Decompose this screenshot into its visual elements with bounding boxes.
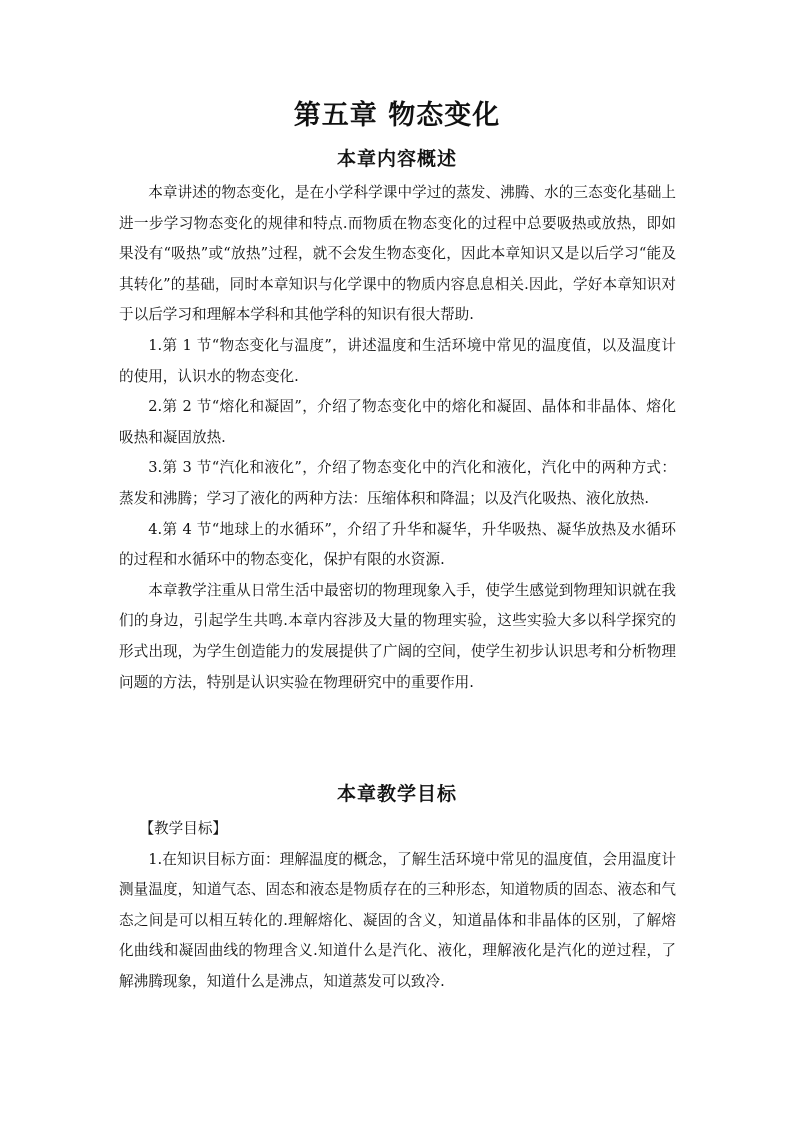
overview-paragraph: 4.第 4 节“地球上的水循环”，介绍了升华和凝华，升华吸热、凝华放热及水循环的过程和水循环中的物态变化，保护有限的水资源. <box>119 520 676 569</box>
overview-paragraph: 本章讲述的物态变化，是在小学科学课中学过的蒸发、沸腾、水的三态变化基础上进一步学习物态变化的规律和特点.而物质在物态变化的过程中总要吸热或放热，即如果没有“吸热”或“放热”过程，就不会发生物态变化，因此本章知识又是以后学习“能及其转化”的基础，同时本章知识与化学课中的物质内容息息相关.因此，学好本章知识对于以后学习和理解本学科和其他学科的知识有很大帮助. <box>119 184 676 324</box>
goals-heading: 本章教学目标 <box>336 783 457 805</box>
overview-paragraph: 1.第 1 节“物态变化与温度”，讲述温度和生活环境中常见的温度值，以及温度计的使用，认识水的物态变化. <box>119 336 676 385</box>
goals-paragraph: 1.在知识目标方面：理解温度的概念，了解生活环境中常见的温度值，会用温度计测量温度，知道气态、固态和液态是物质存在的三种形态，知道物质的固态、液态和气态之间是可以相互转化的.理解熔化、凝固的含义，知道晶体和非晶体的区别，了解熔化曲线和凝固曲线的物理含义.知道什么是汽化、液化，理解液化是汽化的逆过程，了解沸腾现象，知道什么是沸点，知道蒸发可以致冷. <box>119 850 676 990</box>
overview-paragraph: 3.第 3 节“汽化和液化”，介绍了物态变化中的汽化和液化，汽化中的两种方式：蒸发和沸腾；学习了液化的两种方法：压缩体积和降温；以及汽化吸热、液化放热. <box>119 459 676 507</box>
goals-body <box>119 814 676 998</box>
chapter-title: 第五章 物态变化 <box>293 100 501 131</box>
overview-body <box>119 178 676 698</box>
overview-heading: 本章内容概述 <box>336 148 457 170</box>
overview-paragraph: 2.第 2 节“熔化和凝固”，介绍了物态变化中的熔化和凝固、晶体和非晶体、熔化吸热和凝固放热. <box>119 398 676 446</box>
goals-label: 【教学目标】 <box>139 820 228 837</box>
overview-paragraph: 本章教学注重从日常生活中最密切的物理现象入手，使学生感觉到物理知识就在我们的身边，引起学生共鸣.本章内容涉及大量的物理实验，这些实验大多以科学探究的形式出现，为学生创造能力的发展提供了广阔的空间，使学生初步认识思考和分析物理问题的方法，特别是认识实验在物理研究中的重要作用. <box>119 581 676 691</box>
